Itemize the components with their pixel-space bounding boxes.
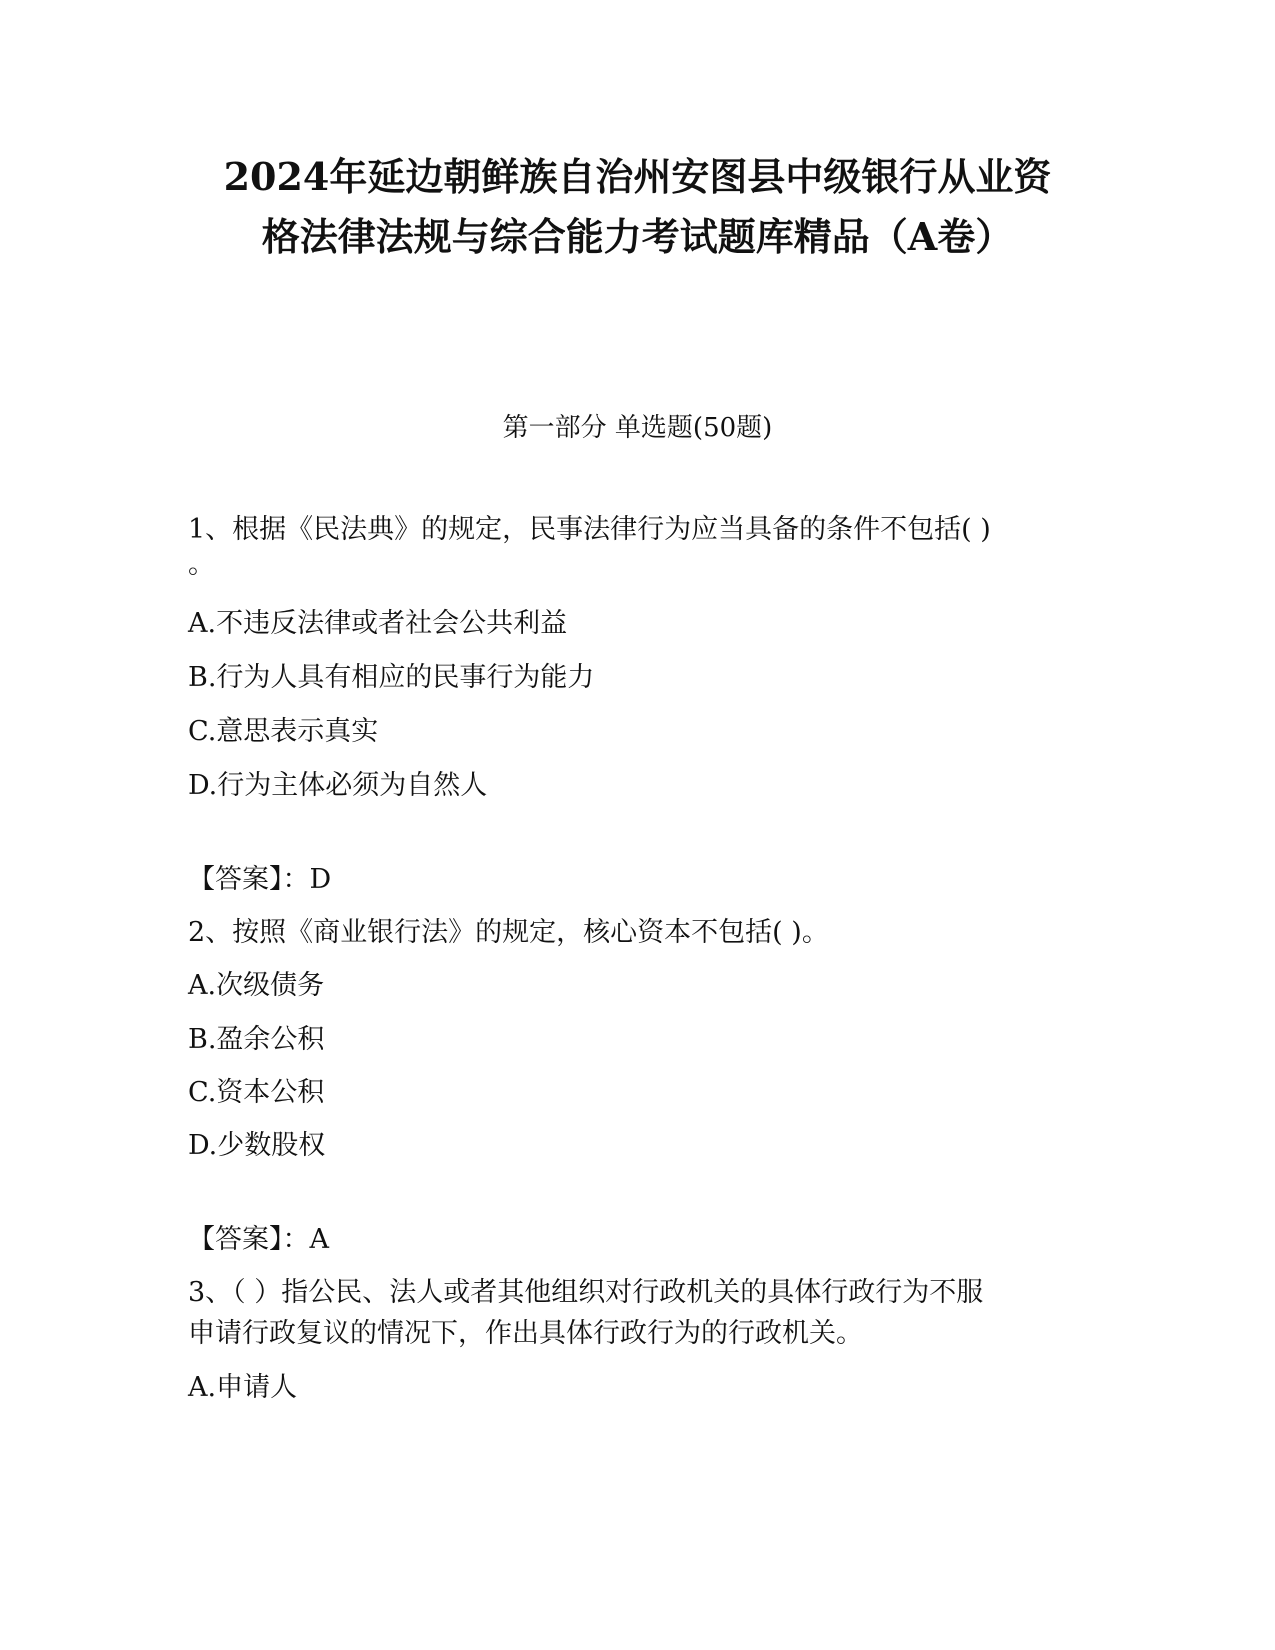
question-2-stem: 2、按照《商业银行法》的规定，核心资本不包括( )。 [188, 917, 829, 948]
document-title-line-2: 格法律法规与综合能力考试题库精品（A卷） [261, 214, 1014, 259]
question-2-answer: 【答案】：A [188, 1224, 329, 1255]
question-1-option-d: D.行为主体必须为自然人 [188, 770, 488, 801]
document-title-line-1: 2024年延边朝鲜族自治州安图县中级银行从业资 [223, 154, 1052, 199]
question-1-option-b: B.行为人具有相应的民事行为能力 [188, 662, 595, 693]
section-heading: 第一部分 单选题(50题) [502, 413, 773, 443]
question-3-option-a: A.申请人 [188, 1372, 298, 1403]
question-1-answer: 【答案】：D [188, 864, 332, 895]
question-1-option-c: C.意思表示真实 [188, 716, 379, 747]
question-1-option-a: A.不违反法律或者社会公共利益 [188, 608, 568, 639]
question-1-stem: 1、根据《民法典》的规定，民事法律行为应当具备的条件不包括( ) [188, 514, 991, 545]
question-2-option-d: D.少数股权 [188, 1130, 326, 1161]
question-1-stem-continued: 。 [188, 549, 215, 580]
question-3-stem-continued: 申请行政复议的情况下，作出具体行政行为的行政机关。 [188, 1318, 863, 1349]
question-2-option-a: A.次级债务 [188, 970, 325, 1001]
question-3-stem: 3、（ ）指公民、法人或者其他组织对行政机关的具体行政行为不服 [188, 1277, 984, 1308]
question-2-option-b: B.盈余公积 [188, 1024, 325, 1055]
question-2-option-c: C.资本公积 [188, 1077, 325, 1108]
